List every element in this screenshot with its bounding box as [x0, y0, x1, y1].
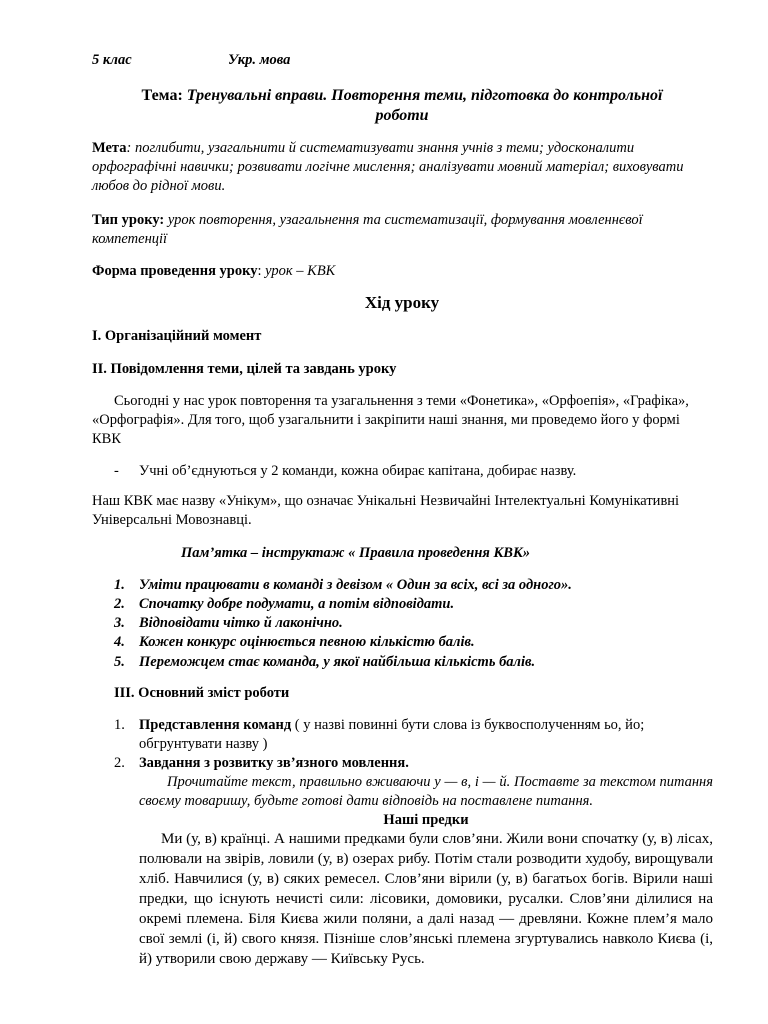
goal-label: Мета	[92, 140, 127, 156]
task-bold: Завдання з розвитку зв’язного мовлення.	[139, 755, 409, 771]
lesson-form-label: Форма проведення уроку	[92, 263, 258, 279]
goal-text: : поглибити, узагальнити й систематизувати знання учнів з теми; удосконалити орфографічні навички; розвивати логічне мислення; аналізувати мовний матеріал; виховувати любов до рідної мови.	[92, 140, 684, 194]
lesson-type-label: Тип уроку:	[92, 212, 165, 228]
dash-item-text: Учні об’єднуються у 2 команди, кожна обирає капітана, добирає назву.	[139, 463, 577, 479]
kvk-name-paragraph: Наш КВК має назву «Унікум», що означає Унікальні Незвичайні Інтелектуальні Комунікативні Універсальні Мовознавці.	[92, 493, 680, 528]
story-title: Наші предки	[383, 812, 469, 828]
rule-number: 5.	[114, 654, 125, 670]
rule-number: 1.	[114, 577, 125, 593]
task2-instruction: Прочитайте текст, правильно вживаючи у — в, і — й. Поставте за текстом питання своєму товаришу, будьте готові дати відповідь на поставлене питання.	[139, 774, 713, 809]
section-2-heading: ІІ. Повідомлення теми, цілей та завдань уроку	[92, 361, 397, 377]
task-number: 1.	[114, 717, 125, 733]
lesson-form-colon: :	[257, 263, 262, 279]
section-3-heading: ІІІ. Основний зміст роботи	[114, 685, 290, 701]
intro-paragraph: Сьогодні у нас урок повторення та узагальнення з теми «Фонетика», «Орфоепія», «Графіка», «Орфографія». Для того, щоб узагальнити і закріпити наші знання, ми проведемо його у формі КВК	[92, 393, 689, 447]
subject-label: Укр. мова	[228, 52, 291, 68]
lesson-type-paragraph	[92, 211, 692, 249]
topic-text-line2: роботи	[375, 107, 429, 124]
task-text	[139, 716, 717, 754]
lesson-form-text: урок – КВК	[265, 263, 336, 279]
task-bold: Представлення команд	[139, 717, 292, 733]
story-text: Ми (у, в) країнці. А нашими предками були слов’яни. Жили вони спочатку (у, в) лісах, полювали на звірів, ловили (у, в) озерах рибу. Потім стали розводити худобу, вирощували хліб. Навчилися (у, в) сяких ремесел. Слов’яни вірили (у, в) багатьох богів. Вірили наші предки, що існують нечисті сили: лісовики, домовики, русалки. Слов’яни ділилися на окремі племена. Біля Києва жили поляни, а далі назад — древляни. Кожне плем’я мало свої землі (і, й) свого князя. Пізніше слов’янські племена згуртувались навколо Києва (і, й) утворили свою державу — Київську Русь.	[139, 831, 713, 967]
rule-number: 2.	[114, 596, 125, 612]
goal-paragraph	[92, 139, 692, 196]
rule-text: Переможцем стає команда, у якої найбільша кількість балів.	[139, 654, 536, 670]
rule-number: 4.	[114, 634, 125, 650]
lesson-type-text: урок повторення, узагальнення та систематизації, формування мовленнєвої компетенції	[92, 212, 643, 247]
rule-text: Кожен конкурс оцінюється певною кількістю балів.	[139, 634, 475, 650]
rule-text: Уміти працювати в команді з девізом « Один за всіх, всі за одного».	[139, 577, 572, 593]
memo-title: Пам’ятка – інструктаж « Правила проведення КВК»	[181, 545, 531, 561]
task-number: 2.	[114, 755, 125, 771]
task-text	[139, 754, 717, 773]
section-1-heading: І. Організаційний момент	[92, 328, 262, 344]
topic-text-line1: Тренувальні вправи. Повторення теми, підготовка до контрольної	[186, 87, 663, 104]
dash-marker: -	[114, 463, 119, 479]
topic-label: Тема:	[141, 87, 183, 104]
course-title: Хід уроку	[364, 293, 440, 312]
rule-number: 3.	[114, 615, 125, 631]
topic-block	[92, 86, 712, 126]
rule-text: Відповідати чітко й лаконічно.	[139, 615, 343, 631]
lesson-form-paragraph	[92, 262, 682, 281]
task-detail: ( у назві повинні бути слова із буквосполученням ьо, йо; обгрунтувати назву )	[139, 717, 645, 752]
rule-text: Спочатку добре подумати, а потім відповідати.	[139, 596, 455, 612]
grade-label: 5 клас	[92, 52, 132, 68]
